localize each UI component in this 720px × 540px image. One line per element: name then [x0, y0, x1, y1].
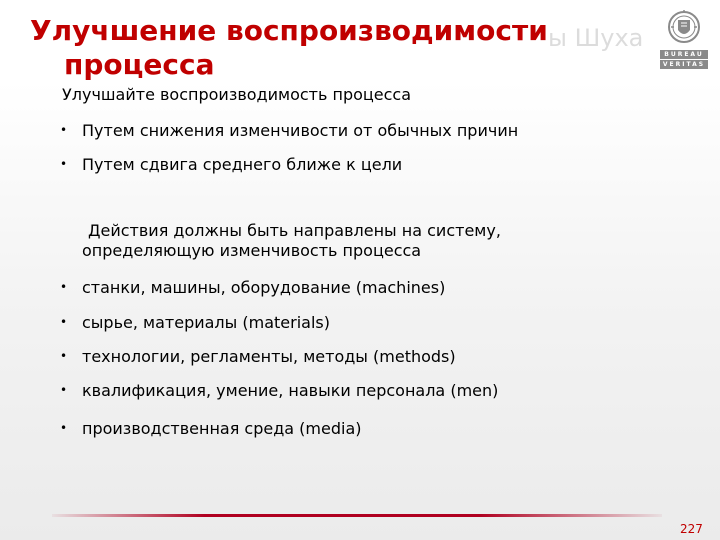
list-item: Путем сдвига среднего ближе к цели: [82, 155, 403, 174]
list-item: сырье, материалы (materials): [82, 313, 330, 332]
slide-title-line-1: Улучшение воспроизводимости: [30, 14, 548, 47]
bullet-marker: •: [60, 157, 68, 171]
list-item: станки, машины, оборудование (machines): [82, 278, 446, 297]
bullet-marker: •: [60, 421, 68, 435]
list-item: технологии, регламенты, методы (methods): [82, 347, 456, 366]
page-number: 227: [680, 522, 703, 536]
slide-title-line-2: процесса: [64, 48, 215, 81]
intro-text: Улучшайте воспроизводимость процесса: [62, 85, 412, 104]
bullet-marker: •: [60, 349, 68, 363]
logo-wordmark-line-2: VERITAS: [660, 60, 708, 69]
faded-background-text: ы Шуха: [548, 24, 644, 52]
bullet-marker: •: [60, 280, 68, 294]
bullet-marker: •: [60, 123, 68, 137]
list-item: производственная среда (media): [82, 419, 362, 438]
logo-wordmark-line-1: BUREAU: [660, 50, 708, 59]
bullet-marker: •: [60, 383, 68, 397]
action-text-line-2: определяющую изменчивость процесса: [82, 241, 422, 260]
bullet-marker: •: [60, 315, 68, 329]
list-item: квалификация, умение, навыки персонала (men): [82, 381, 499, 400]
footer-divider: [52, 514, 662, 517]
action-text-line-1: Действия должны быть направлены на систему,: [88, 221, 501, 240]
list-item: Путем снижения изменчивости от обычных причин: [82, 121, 519, 140]
